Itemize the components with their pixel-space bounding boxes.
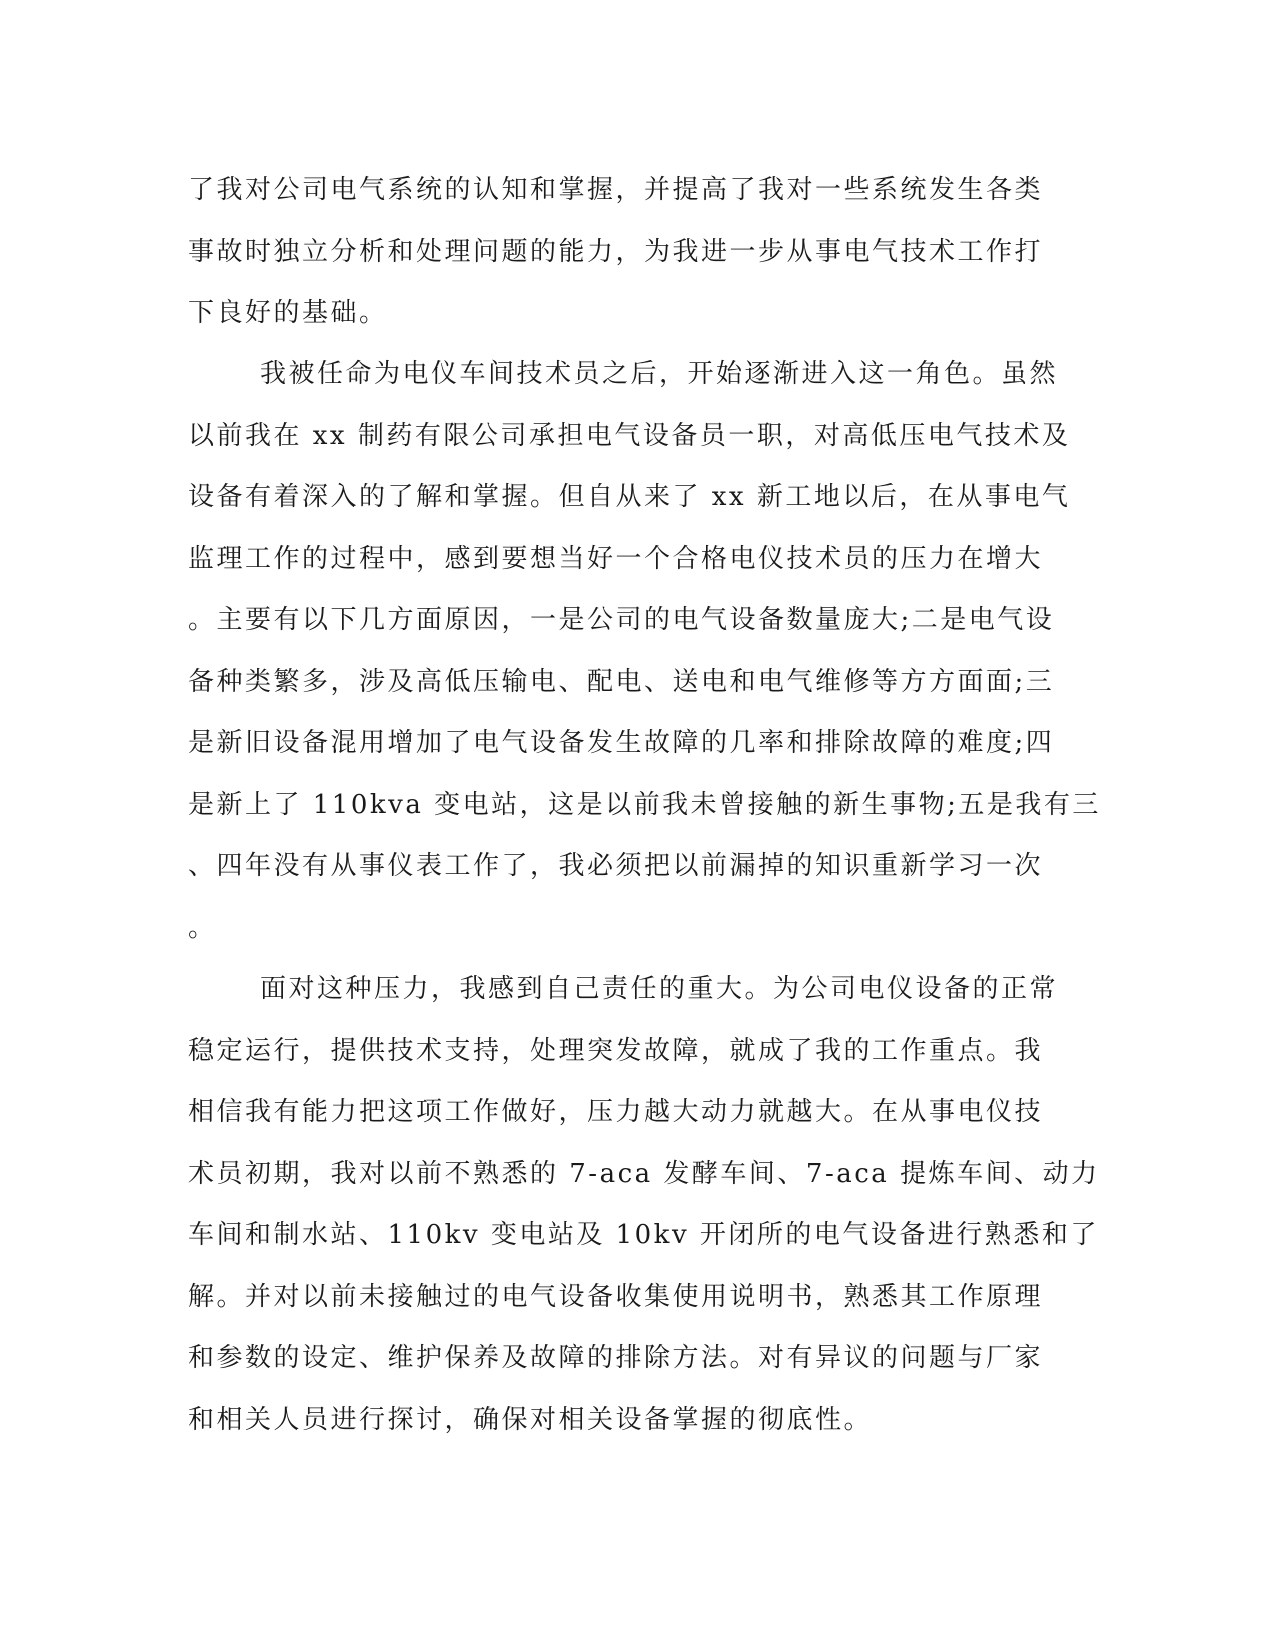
text-line: 稳定运行，提供技术支持，处理突发故障，就成了我的工作重点。我 xyxy=(188,1035,1044,1066)
text-line: 设备有着深入的了解和掌握。但自从来了 xx 新工地以后，在从事电气 xyxy=(188,482,1071,512)
text-line: 。主要有以下几方面原因，一是公司的电气设备数量庞大;二是电气设 xyxy=(188,605,1055,635)
text-line: 相信我有能力把这项工作做好，压力越大动力就越大。在从事电仪技 xyxy=(188,1097,1044,1127)
text-line: 备种类繁多，涉及高低压输电、配电、送电和电气维修等方方面面;三 xyxy=(188,666,1055,697)
text-line: 、四年没有从事仪表工作了，我必须把以前漏掉的知识重新学习一次 xyxy=(188,851,1044,881)
text-line: 和参数的设定、维护保养及故障的排除方法。对有异议的问题与厂家 xyxy=(188,1343,1044,1373)
text-line: 监理工作的过程中，感到要想当好一个合格电仪技术员的压力在增大 xyxy=(188,543,1044,574)
text-line: 解。并对以前未接触过的电气设备收集使用说明书，熟悉其工作原理 xyxy=(188,1281,1044,1312)
text-line: 术员初期，我对以前不熟悉的 7-aca 发酵车间、7-aca 提炼车间、动力 xyxy=(188,1158,1100,1189)
text-line: 了我对公司电气系统的认知和掌握，并提高了我对一些系统发生各类 xyxy=(188,175,1044,205)
text-line: 是新旧设备混用增加了电气设备发生故障的几率和排除故障的难度;四 xyxy=(188,728,1055,758)
paragraph-3 xyxy=(188,959,1100,1451)
paragraph-1 xyxy=(188,160,1088,345)
text-line: 。 xyxy=(188,912,217,943)
paragraph-2 xyxy=(188,344,1101,959)
text-line: 是新上了 110kva 变电站，这是以前我未曾接触的新生事物;五是我有三 xyxy=(188,789,1101,820)
text-line: 以前我在 xx 制药有限公司承担电气设备员一职，对高低压电气技术及 xyxy=(188,420,1071,451)
text-line: 车间和制水站、110kv 变电站及 10kv 开闭所的电气设备进行熟悉和了 xyxy=(188,1220,1099,1250)
text-line: 事故时独立分析和处理问题的能力，为我进一步从事电气技术工作打 xyxy=(188,236,1044,267)
text-line: 和相关人员进行探讨，确保对相关设备掌握的彻底性。 xyxy=(188,1404,873,1435)
text-line: 我被任命为电仪车间技术员之后，开始逐渐进入这一角色。虽然 xyxy=(260,359,1059,389)
text-line: 下良好的基础。 xyxy=(188,298,388,328)
text-line: 面对这种压力，我感到自己责任的重大。为公司电仪设备的正常 xyxy=(260,974,1059,1004)
